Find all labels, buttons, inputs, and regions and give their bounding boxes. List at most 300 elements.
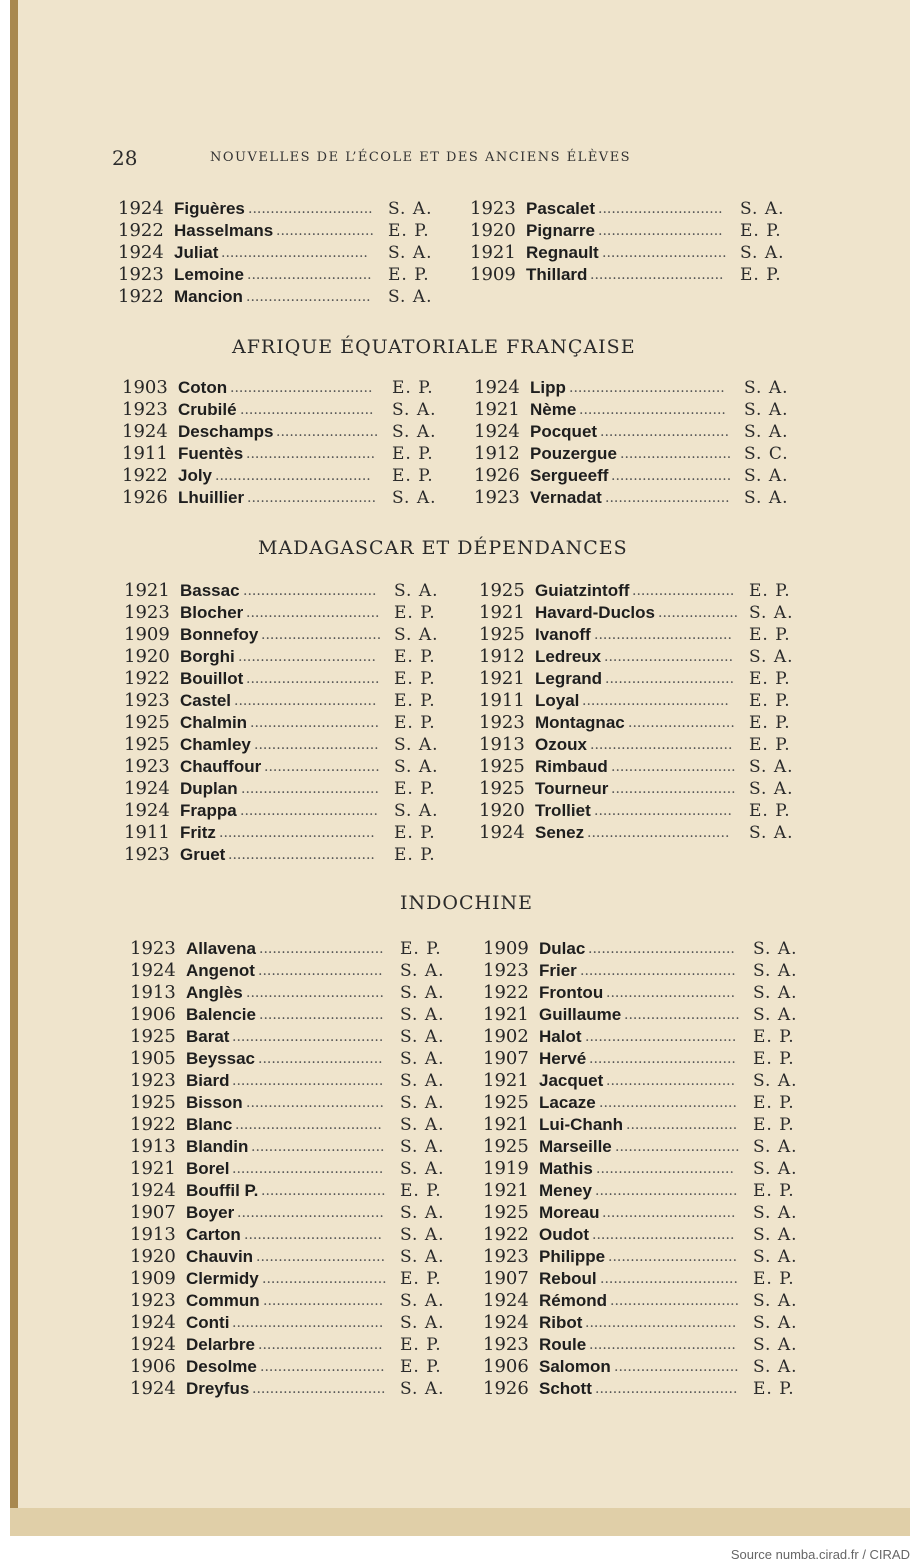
list-item <box>122 421 452 443</box>
entry-year: 1923 <box>479 712 525 733</box>
entry-year: 1920 <box>470 220 516 241</box>
list-item <box>122 377 452 399</box>
entry-code: E. P. <box>394 647 436 667</box>
entry-name: Frontou <box>539 983 604 1002</box>
entry-year: 1921 <box>483 1180 529 1201</box>
leader-dots: ............................ <box>258 1337 383 1353</box>
entry-year: 1921 <box>130 1158 176 1179</box>
entry-code: E. P. <box>753 1093 795 1113</box>
entry-code: E. P. <box>753 1379 795 1399</box>
list-item <box>124 800 454 822</box>
leader-dots: ............................... <box>246 1095 384 1111</box>
entry-code: E. P. <box>753 1269 795 1289</box>
entry-code: S. A. <box>753 1159 798 1179</box>
entry-name: Havard-Duclos <box>535 603 655 622</box>
entry-code: S. A. <box>749 757 794 777</box>
entry-year: 1925 <box>124 734 170 755</box>
entry-name: Schott <box>539 1379 592 1398</box>
entry-code: S. A. <box>400 1247 445 1267</box>
entry-name: Commun <box>186 1291 260 1310</box>
entry-code: S. A. <box>394 735 439 755</box>
entry-year: 1924 <box>118 242 164 263</box>
leader-dots: ............................ <box>258 1051 383 1067</box>
entry-name: Deschamps <box>178 422 274 441</box>
leader-dots: ............................... <box>238 649 376 665</box>
entry-code: S. A. <box>744 378 789 398</box>
entry-name: Blandin <box>186 1137 249 1156</box>
entry-code: E. P. <box>749 669 791 689</box>
entry-code: S. A. <box>753 939 798 959</box>
leader-dots: ............................ <box>254 737 379 753</box>
entry-name: Bisson <box>186 1093 243 1112</box>
leader-dots: ............................... <box>599 1095 737 1111</box>
list-item <box>474 465 804 487</box>
entry-year: 1925 <box>124 712 170 733</box>
leader-dots: ............................. <box>256 1249 386 1265</box>
entry-name: Guillaume <box>539 1005 622 1024</box>
entry-code: E. P. <box>400 1357 442 1377</box>
entry-code: E. P. <box>749 691 791 711</box>
entry-year: 1905 <box>130 1048 176 1069</box>
leader-dots: ........................ <box>628 715 735 731</box>
list-item <box>130 1180 460 1202</box>
list-aef-right <box>474 377 804 509</box>
entry-name: Lacaze <box>539 1093 596 1112</box>
entry-name: Ribot <box>539 1313 583 1332</box>
section-title-aef: AFRIQUE ÉQUATORIALE FRANÇAISE <box>232 336 636 358</box>
leader-dots: ............................ <box>598 223 723 239</box>
entry-code: S. A. <box>744 466 789 486</box>
list-item <box>474 377 804 399</box>
leader-dots: ................................ <box>230 380 373 396</box>
leader-dots: .................. <box>658 605 739 621</box>
leader-dots: ............................... <box>600 1271 738 1287</box>
entry-year: 1902 <box>483 1026 529 1047</box>
leader-dots: ............................ <box>598 201 723 217</box>
list-item <box>479 668 809 690</box>
entry-code: E. P. <box>749 801 791 821</box>
entry-code: S. A. <box>749 603 794 623</box>
leader-dots: ............................. <box>600 424 730 440</box>
entry-year: 1923 <box>130 1290 176 1311</box>
list-item <box>483 1246 813 1268</box>
entry-year: 1913 <box>479 734 525 755</box>
entry-year: 1911 <box>124 822 170 843</box>
entry-name: Oudot <box>539 1225 590 1244</box>
entry-code: S. A. <box>400 1005 445 1025</box>
leader-dots: ......................... <box>626 1117 738 1133</box>
entry-code: S. A. <box>394 757 439 777</box>
entry-name: Jacquet <box>539 1071 604 1090</box>
entry-year: 1912 <box>474 443 520 464</box>
leader-dots: ............................ <box>247 267 372 283</box>
entry-name: Senez <box>535 823 585 842</box>
entry-name: Bouffil P. <box>186 1181 259 1200</box>
leader-dots: ............................. <box>608 1249 738 1265</box>
section-title-madagascar: MADAGASCAR ET DÉPENDANCES <box>258 537 628 559</box>
list-item <box>479 734 809 756</box>
entry-year: 1924 <box>124 800 170 821</box>
list-item <box>483 1136 813 1158</box>
entry-year: 1913 <box>130 1136 176 1157</box>
entry-code: E. P. <box>753 1027 795 1047</box>
leader-dots: ............................... <box>596 1161 734 1177</box>
list-item <box>474 399 804 421</box>
list-madagascar-right <box>479 580 809 844</box>
entry-name: Chauvin <box>186 1247 254 1266</box>
entry-code: E. P. <box>400 1269 442 1289</box>
entry-name: Pouzergue <box>530 444 617 463</box>
leader-dots: ................................... <box>215 468 371 484</box>
entry-name: Chamley <box>180 735 251 754</box>
entry-year: 1922 <box>118 286 164 307</box>
entry-name: Guiatzintoff <box>535 581 630 600</box>
entry-year: 1921 <box>479 668 525 689</box>
leader-dots: ................................ <box>592 1227 735 1243</box>
entry-year: 1923 <box>130 1070 176 1091</box>
list-item <box>118 242 448 264</box>
entry-year: 1924 <box>130 960 176 981</box>
entry-year: 1924 <box>130 1312 176 1333</box>
entry-name: Balencie <box>186 1005 256 1024</box>
entry-name: Lui-Chanh <box>539 1115 624 1134</box>
entry-code: E. P. <box>753 1115 795 1135</box>
list-item <box>130 938 460 960</box>
list-item <box>124 756 454 778</box>
entry-code: S. A. <box>400 1027 445 1047</box>
entry-code: E. P. <box>394 713 436 733</box>
entry-name: Thillard <box>526 265 588 284</box>
entry-name: Bouillot <box>180 669 244 688</box>
list-item <box>483 1334 813 1356</box>
entry-code: S. A. <box>392 400 437 420</box>
entry-code: E. P. <box>392 378 434 398</box>
entry-year: 1911 <box>479 690 525 711</box>
entry-name: Vernadat <box>530 488 602 507</box>
entry-name: Blanc <box>186 1115 233 1134</box>
list-item <box>483 1268 813 1290</box>
entry-code: S. A. <box>400 1093 445 1113</box>
entry-name: Legrand <box>535 669 603 688</box>
leader-dots: .................................. <box>232 1161 384 1177</box>
entry-name: Moreau <box>539 1203 600 1222</box>
list-item <box>130 1224 460 1246</box>
entry-code: S. A. <box>744 400 789 420</box>
leader-dots: ............................ <box>602 245 727 261</box>
entry-year: 1925 <box>483 1202 529 1223</box>
list-item <box>130 1070 460 1092</box>
leader-dots: ............................... <box>240 803 378 819</box>
entry-year: 1924 <box>474 421 520 442</box>
list-item <box>130 1092 460 1114</box>
list-item <box>479 712 809 734</box>
entry-code: E. P. <box>400 1181 442 1201</box>
entry-code: S. A. <box>400 1225 445 1245</box>
list-item <box>483 1158 813 1180</box>
entry-name: Boyer <box>186 1203 235 1222</box>
list-item <box>483 1378 813 1400</box>
leader-dots: ............................. <box>606 1073 736 1089</box>
entry-name: Borel <box>186 1159 230 1178</box>
entry-name: Ozoux <box>535 735 587 754</box>
entry-name: Lipp <box>530 378 566 397</box>
entry-name: Bassac <box>180 581 240 600</box>
entry-name: Duplan <box>180 779 238 798</box>
entry-code: E. P. <box>388 265 430 285</box>
entry-name: Mancion <box>174 287 243 306</box>
entry-code: E. P. <box>400 939 442 959</box>
list-item <box>479 602 809 624</box>
entry-code: S. A. <box>744 488 789 508</box>
entry-year: 1923 <box>124 756 170 777</box>
entry-code: S. A. <box>753 1291 798 1311</box>
leader-dots: ................................. <box>588 941 735 957</box>
list-item <box>474 443 804 465</box>
entry-name: Philippe <box>539 1247 606 1266</box>
entry-year: 1922 <box>130 1114 176 1135</box>
entry-name: Frappa <box>180 801 237 820</box>
list-item <box>124 580 454 602</box>
leader-dots: ............................ <box>262 1271 387 1287</box>
entry-code: S. A. <box>753 1313 798 1333</box>
entry-code: S. A. <box>753 1071 798 1091</box>
list-item <box>122 443 452 465</box>
entry-name: Nème <box>530 400 577 419</box>
list-item <box>124 646 454 668</box>
list-item <box>470 198 800 220</box>
leader-dots: ............................. <box>250 715 380 731</box>
page-bottom-edge <box>10 1508 910 1536</box>
list-item <box>479 800 809 822</box>
leader-dots: ................................. <box>579 402 726 418</box>
list-item <box>483 960 813 982</box>
entry-code: E. P. <box>394 779 436 799</box>
entry-year: 1924 <box>483 1290 529 1311</box>
entry-name: Dulac <box>539 939 586 958</box>
entry-code: S. A. <box>388 243 433 263</box>
leader-dots: ................................... <box>219 825 375 841</box>
entry-year: 1920 <box>479 800 525 821</box>
entry-code: S. A. <box>740 243 785 263</box>
leader-dots: ............................... <box>244 1227 382 1243</box>
entry-year: 1924 <box>124 778 170 799</box>
entry-year: 1920 <box>124 646 170 667</box>
source-credit: Source numba.cirad.fr / CIRAD <box>730 1547 910 1562</box>
leader-dots: ................................... <box>580 963 736 979</box>
entry-code: E. P. <box>392 444 434 464</box>
entry-code: E. P. <box>394 669 436 689</box>
entry-name: Anglès <box>186 983 243 1002</box>
entry-code: S. A. <box>392 422 437 442</box>
entry-code: S. A. <box>744 422 789 442</box>
entry-code: E. P. <box>394 845 436 865</box>
entry-name: Desolme <box>186 1357 257 1376</box>
list-item <box>479 778 809 800</box>
entry-year: 1924 <box>118 198 164 219</box>
entry-year: 1906 <box>130 1004 176 1025</box>
entry-year: 1911 <box>122 443 168 464</box>
entry-code: E. P. <box>749 713 791 733</box>
entry-name: Roule <box>539 1335 587 1354</box>
leader-dots: .................................. <box>232 1073 384 1089</box>
entry-name: Clermidy <box>186 1269 259 1288</box>
entry-year: 1923 <box>122 399 168 420</box>
entry-name: Rémond <box>539 1291 607 1310</box>
entry-name: Hasselmans <box>174 221 274 240</box>
leader-dots: .......................... <box>624 1007 740 1023</box>
leader-dots: ....................... <box>632 583 735 599</box>
leader-dots: ............................ <box>258 963 383 979</box>
entry-code: S. A. <box>394 581 439 601</box>
entry-name: Rimbaud <box>535 757 608 776</box>
list-aef-left <box>122 377 452 509</box>
entry-name: Regnault <box>526 243 599 262</box>
entry-code: E. P. <box>749 581 791 601</box>
entry-year: 1926 <box>483 1378 529 1399</box>
entry-year: 1924 <box>130 1334 176 1355</box>
entry-code: E. P. <box>388 221 430 241</box>
leader-dots: ............................ <box>611 781 736 797</box>
entry-code: E. P. <box>749 735 791 755</box>
entry-name: Marseille <box>539 1137 612 1156</box>
entry-year: 1923 <box>483 960 529 981</box>
entry-name: Chauffour <box>180 757 262 776</box>
list-item <box>130 1356 460 1378</box>
entry-year: 1922 <box>118 220 164 241</box>
leader-dots: ...................... <box>276 223 374 239</box>
entry-year: 1907 <box>483 1268 529 1289</box>
entry-year: 1921 <box>124 580 170 601</box>
leader-dots: ............................. <box>247 490 377 506</box>
list-item <box>118 264 448 286</box>
leader-dots: ................................. <box>235 1117 382 1133</box>
entry-year: 1925 <box>479 624 525 645</box>
entry-year: 1923 <box>470 198 516 219</box>
entry-code: S. A. <box>392 488 437 508</box>
list-item <box>483 938 813 960</box>
entry-year: 1923 <box>124 602 170 623</box>
leader-dots: .............................. <box>252 1381 386 1397</box>
entry-name: Carton <box>186 1225 241 1244</box>
entry-name: Sergueeff <box>530 466 609 485</box>
list-indochine-right <box>483 938 813 1400</box>
list-item <box>479 822 809 844</box>
entry-year: 1925 <box>130 1092 176 1113</box>
entry-year: 1907 <box>130 1202 176 1223</box>
leader-dots: ............................ <box>259 941 384 957</box>
entry-name: Allavena <box>186 939 256 958</box>
leader-dots: ............................ <box>246 289 371 305</box>
entry-name: Salomon <box>539 1357 611 1376</box>
entry-code: S. A. <box>740 199 785 219</box>
list-item <box>130 1268 460 1290</box>
entry-name: Biard <box>186 1071 230 1090</box>
list-item <box>118 198 448 220</box>
list-item <box>479 756 809 778</box>
entry-name: Halot <box>539 1027 582 1046</box>
list-item <box>130 1202 460 1224</box>
entry-code: S. A. <box>753 1203 798 1223</box>
list-item <box>130 1048 460 1070</box>
leader-dots: ................................. <box>582 693 729 709</box>
leader-dots: .................................. <box>585 1315 737 1331</box>
entry-code: E. P. <box>753 1181 795 1201</box>
entry-code: E. P. <box>392 466 434 486</box>
list-item <box>483 1224 813 1246</box>
list-item <box>130 1246 460 1268</box>
entry-name: Ivanoff <box>535 625 591 644</box>
entry-code: E. P. <box>740 221 782 241</box>
entry-code: S. A. <box>400 1115 445 1135</box>
leader-dots: .............................. <box>246 605 380 621</box>
entry-year: 1925 <box>479 580 525 601</box>
entry-year: 1909 <box>124 624 170 645</box>
entry-year: 1926 <box>122 487 168 508</box>
leader-dots: ................................. <box>237 1205 384 1221</box>
entry-year: 1912 <box>479 646 525 667</box>
leader-dots: ............................ <box>261 1183 386 1199</box>
entry-year: 1921 <box>470 242 516 263</box>
entry-name: Conti <box>186 1313 230 1332</box>
entry-year: 1924 <box>479 822 525 843</box>
entry-name: Joly <box>178 466 213 485</box>
leader-dots: ....................... <box>276 424 379 440</box>
list-top-right <box>470 198 800 286</box>
entry-code: S. A. <box>400 1137 445 1157</box>
entry-year: 1924 <box>130 1378 176 1399</box>
list-item <box>483 1114 813 1136</box>
list-item <box>483 1356 813 1378</box>
entry-code: E. P. <box>740 265 782 285</box>
entry-year: 1907 <box>483 1048 529 1069</box>
leader-dots: ................................. <box>589 1051 736 1067</box>
leader-dots: ............................. <box>246 446 376 462</box>
entry-year: 1922 <box>124 668 170 689</box>
list-item <box>479 624 809 646</box>
entry-year: 1909 <box>130 1268 176 1289</box>
entry-name: Montagnac <box>535 713 625 732</box>
list-item <box>483 1004 813 1026</box>
list-item <box>130 1004 460 1026</box>
entry-year: 1921 <box>483 1004 529 1025</box>
leader-dots: ............................ <box>259 1007 384 1023</box>
leader-dots: ........................... <box>261 627 382 643</box>
leader-dots: ............................. <box>605 671 735 687</box>
entry-name: Bonnefoy <box>180 625 259 644</box>
entry-name: Figuères <box>174 199 245 218</box>
list-item <box>483 1180 813 1202</box>
entry-name: Lemoine <box>174 265 244 284</box>
list-item <box>483 1048 813 1070</box>
list-item <box>479 646 809 668</box>
leader-dots: ........................... <box>263 1293 384 1309</box>
leader-dots: .............................. <box>240 402 374 418</box>
entry-code: E. P. <box>394 603 436 623</box>
entry-code: S. A. <box>394 625 439 645</box>
entry-code: E. P. <box>753 1049 795 1069</box>
entry-name: Juliat <box>174 243 219 262</box>
list-item <box>479 580 809 602</box>
entry-year: 1921 <box>474 399 520 420</box>
leader-dots: ................................ <box>234 693 377 709</box>
entry-code: E. P. <box>400 1335 442 1355</box>
leader-dots: ......................... <box>620 446 732 462</box>
entry-year: 1909 <box>483 938 529 959</box>
entry-name: Pignarre <box>526 221 595 240</box>
entry-name: Gruet <box>180 845 226 864</box>
entry-code: S. A. <box>753 1137 798 1157</box>
entry-name: Fritz <box>180 823 216 842</box>
